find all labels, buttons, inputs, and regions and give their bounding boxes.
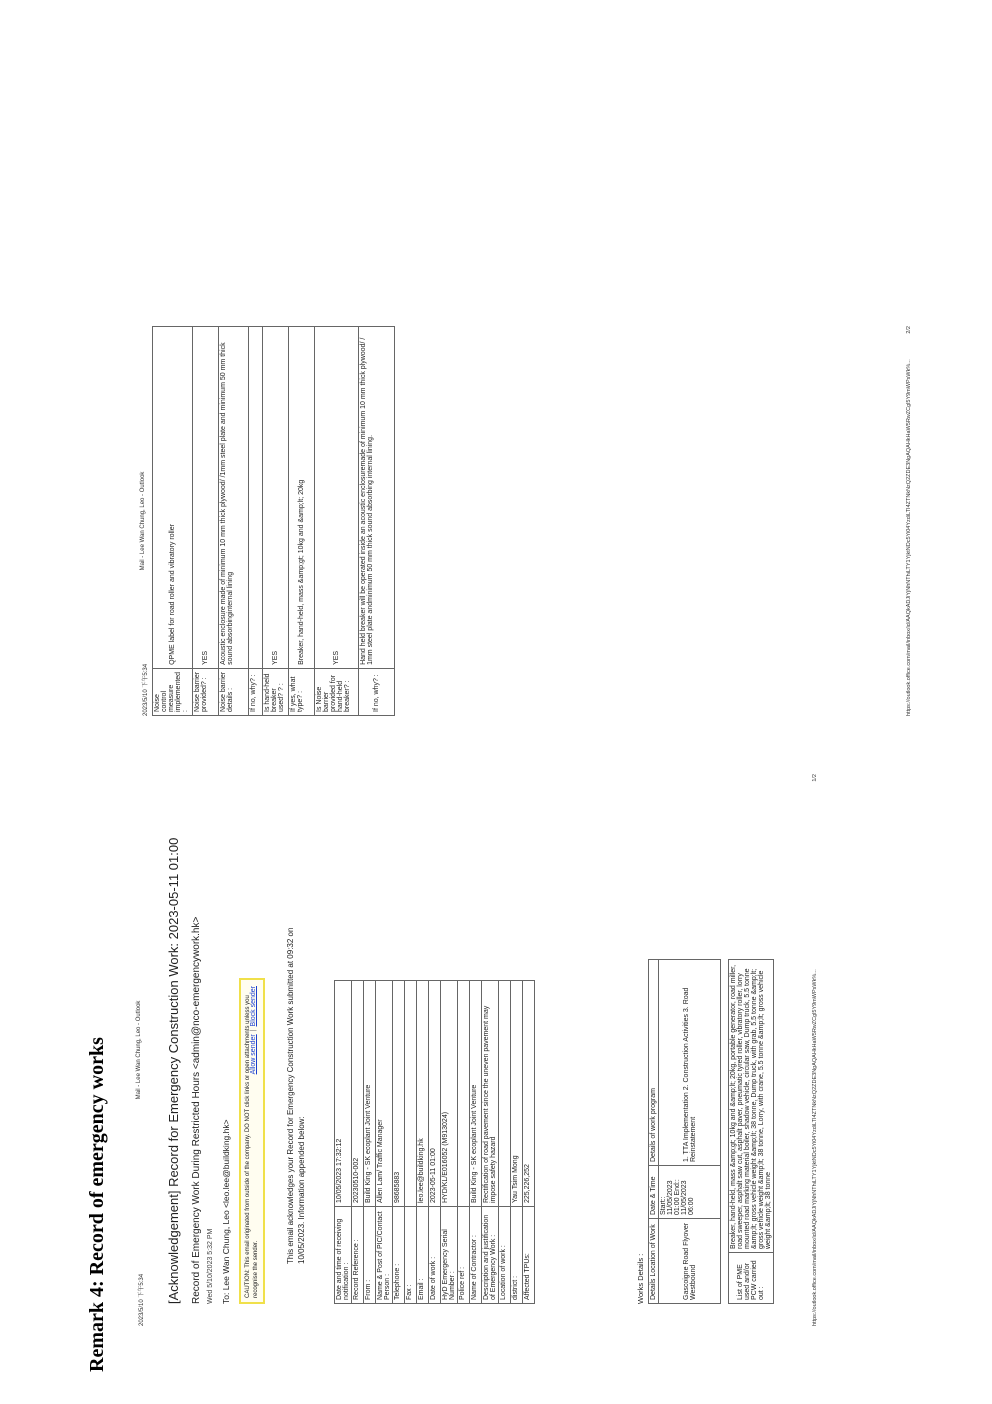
- field-label: Police ref :: [458, 1207, 470, 1304]
- field-label: If yes, what type? :: [289, 668, 315, 715]
- field-label: From :: [364, 1207, 376, 1304]
- pme-table: [728, 959, 774, 1304]
- work-location: Gascoigne Road Flyover Westbound: [659, 1219, 721, 1304]
- field-value: [458, 981, 470, 1207]
- acknowledgement-text: This email acknowledges your Record for Emergency Construction Work submitted at 09:32 on 10/05/2023. Information appended below:: [286, 927, 306, 1264]
- table-row: [417, 981, 429, 1304]
- field-value: 20230510-002: [352, 981, 364, 1207]
- field-value: Hand held breaker will be operated inside an acoustic enclosuremade of minimum 10 mm thick plywood/ / 1mm steel plate andminimum 50 mm thick sound absorbing internal lining.: [359, 327, 395, 669]
- field-value: HYD/KL/E016052 (M913024): [441, 981, 458, 1207]
- table-row: [153, 327, 193, 716]
- field-label: Date of work :: [429, 1207, 441, 1304]
- work-program: 1. TTA Implementation 2. Construction Activities 3. Road Reinstatement: [659, 960, 721, 1166]
- table-row: [193, 327, 219, 716]
- table-row: [499, 981, 511, 1304]
- field-label: Email :: [417, 1207, 429, 1304]
- pme-label: List of PME used and/or PCW carried out :: [729, 1253, 774, 1304]
- field-value: YES: [263, 327, 289, 669]
- works-details-table: [648, 959, 721, 1304]
- field-value: Rectification of road pavement since the uneven pavement may impose safety hazard: [482, 981, 499, 1207]
- field-value: [405, 981, 417, 1207]
- field-label: If no, why? :: [359, 668, 395, 715]
- header-title: Mail - Lee Wan Chung, Leo - Outlook: [136, 1000, 142, 1100]
- table-row: [364, 981, 376, 1304]
- table-row: [219, 327, 249, 716]
- field-value: 2023-05-11 01:00: [429, 981, 441, 1207]
- works-details-title: Works Details :: [636, 1253, 645, 1304]
- field-value: QPME label for road roller and vibratory roller: [153, 327, 193, 669]
- field-label: Noise barrier details :: [219, 668, 249, 715]
- page-header: [136, 774, 146, 1326]
- email-recipient: To: Lee Wan Chung, Leo <leo.lee@buildking.hk>: [221, 1119, 231, 1304]
- field-value: YES: [315, 327, 359, 669]
- caution-text: CAUTION: This email originated from outside of the company. DO NOT click links or open attachments unless you recognise the sender.: [245, 995, 260, 1298]
- field-value: Allen Lam/ Traffic Manager: [376, 981, 393, 1207]
- remark-title: Remark 4: Record of emergency works: [86, 1037, 108, 1372]
- footer-url: https://outlook.office.com/mail/inbox/id/AAQkADJiYjNhNThiLTY1YjktNDc5Yi04YzdiLTI4ZTNkNzQ2ZDE3NgAQAHkHaW5RwZCgl5Y9mWPsWk%...: [812, 969, 818, 1326]
- column-header: Date & Time: [649, 1166, 659, 1219]
- header-date: 2023/5/10 下午5:34: [143, 663, 149, 716]
- email-subject: [Acknowledgement] Record for Emergency Construction Work: 2023-05-11 01:00: [166, 837, 181, 1304]
- field-label: Description and justification of Emergency Work :: [482, 1207, 499, 1304]
- field-value: leo.lee@buildking.hk: [417, 981, 429, 1207]
- field-label: Location of work :: [499, 1207, 511, 1304]
- block-sender-link[interactable]: Block sender: [249, 986, 257, 1027]
- table-row: [263, 327, 289, 716]
- field-value: Build King - SK ecoplant Joint Venture: [364, 981, 376, 1207]
- table-header-row: [649, 960, 659, 1304]
- work-datetime: Start:: 11/05/2023 01:00 End:: 11/05/2023 06:00: [659, 1166, 721, 1219]
- field-label: HyD Emergency Serial Number :: [441, 1207, 458, 1304]
- table-row: [458, 981, 470, 1304]
- field-value: [499, 981, 511, 1207]
- column-header: Details Location of Work: [649, 1219, 659, 1304]
- table-row: [729, 960, 774, 1304]
- field-label: If no, why? :: [249, 668, 263, 715]
- field-label: Date and time of receiving notification :: [335, 1207, 352, 1304]
- table-row: [352, 981, 364, 1304]
- field-label: district :: [511, 1207, 523, 1304]
- caution-banner: [239, 978, 265, 1304]
- table-row: [289, 327, 315, 716]
- email-sender: Record of Emergency Work During Restricted Hours <admin@nco-emergencywork.hk>: [191, 916, 202, 1304]
- record-details-table: [334, 980, 535, 1304]
- allow-sender-link[interactable]: Allow sender: [249, 1034, 257, 1075]
- table-row: [523, 981, 535, 1304]
- field-value: [249, 327, 263, 669]
- table-row: [659, 960, 721, 1304]
- table-row: [335, 981, 352, 1304]
- page-2-footer-wrap: [906, 326, 916, 716]
- field-label: Noise barrier provided? :: [193, 668, 219, 715]
- field-label: Is Noise barrier provided for hand-held breaker? :: [315, 668, 359, 715]
- table-row: [405, 981, 417, 1304]
- field-value: YES: [193, 327, 219, 669]
- field-label: Name & Post of PIC/Contact Person :: [376, 1207, 393, 1304]
- table-row: [429, 981, 441, 1304]
- table-row: [393, 981, 405, 1304]
- field-label: Is hand-held breaker used? ? :: [263, 668, 289, 715]
- email-page-2: [140, 326, 440, 716]
- field-value: Breaker, hand-held, mass &amp;gt; 10kg and &amp;lt; 20kg: [289, 327, 315, 669]
- field-value: Acoustic enclosure made of minimum 10 mm thick plywood/ /1mm steel plate and minimum 50 mm thick sound absorbinginternal lining: [219, 327, 249, 669]
- table-row: [376, 981, 393, 1304]
- field-value: 10/05/2023 17:32:12: [335, 981, 352, 1207]
- page-header: [140, 326, 150, 716]
- email-date: Wed 5/10/2023 5:32 PM: [207, 1228, 214, 1304]
- page-footer: [906, 326, 912, 716]
- table-row: [470, 981, 482, 1304]
- field-value: Yau Tsim Mong: [511, 981, 523, 1207]
- header-title: Mail - Lee Wan Chung, Leo - Outlook: [140, 471, 146, 571]
- link-separator: |: [249, 1029, 257, 1032]
- page-number: 2/2: [906, 326, 912, 334]
- field-value: 98685883: [393, 981, 405, 1207]
- column-header: Details of work program: [649, 960, 659, 1166]
- field-label: Fax :: [405, 1207, 417, 1304]
- table-row: [511, 981, 523, 1304]
- page-number: 1/2: [812, 774, 818, 782]
- page-footer: [812, 774, 818, 1326]
- noise-control-table: [152, 326, 395, 716]
- footer-url: https://outlook.office.com/mail/inbox/id/AAQkADJiYjNhNThiLTY1YjktNDc5Yi04YzdiLTI4ZTNkNzQ2ZDE3NgAQAHkHaW5RwZCgl5Y9mWPsWk%...: [906, 359, 912, 716]
- field-label: Record Reference :: [352, 1207, 364, 1304]
- field-value: Build King - SK ecoplant Joint Venture: [470, 981, 482, 1207]
- field-label: Name of Contractor :: [470, 1207, 482, 1304]
- pme-value: Breaker, hand-held, mass &amp;gt; 10kg and &amp;lt; 20kg, portable generator, road miller, road sweeper, asphalt saw cut, asphalt paver, pneumatic tyred roller, vibratory roller, lorry mounted road marking material boiler, shadow vehicle, circular saw, Dump truck, 5.5 tonne &amp;lt; gross vehicle weight &amp;lt; 38 tonne, Dump truck, with grab, 5.5 tonne &amp;lt; gross vehicle weight &amp;lt; 38 tonne, Lorry, with crane, 5.5 tonne &amp;lt; gross vehicle weight &amp;lt; 38 tonne: [729, 960, 774, 1253]
- field-label: Telephone :: [393, 1207, 405, 1304]
- field-value: 225,226,252: [523, 981, 535, 1207]
- email-page-1: [136, 774, 836, 1326]
- header-date: 2023/5/10 下午5:34: [139, 1273, 145, 1326]
- table-row: [359, 327, 395, 716]
- table-row: [441, 981, 458, 1304]
- field-label: Affected TPUs:: [523, 1207, 535, 1304]
- table-row: [482, 981, 499, 1304]
- table-row: [249, 327, 263, 716]
- table-row: [315, 327, 359, 716]
- field-label: Noise control measure implemented :: [153, 668, 193, 715]
